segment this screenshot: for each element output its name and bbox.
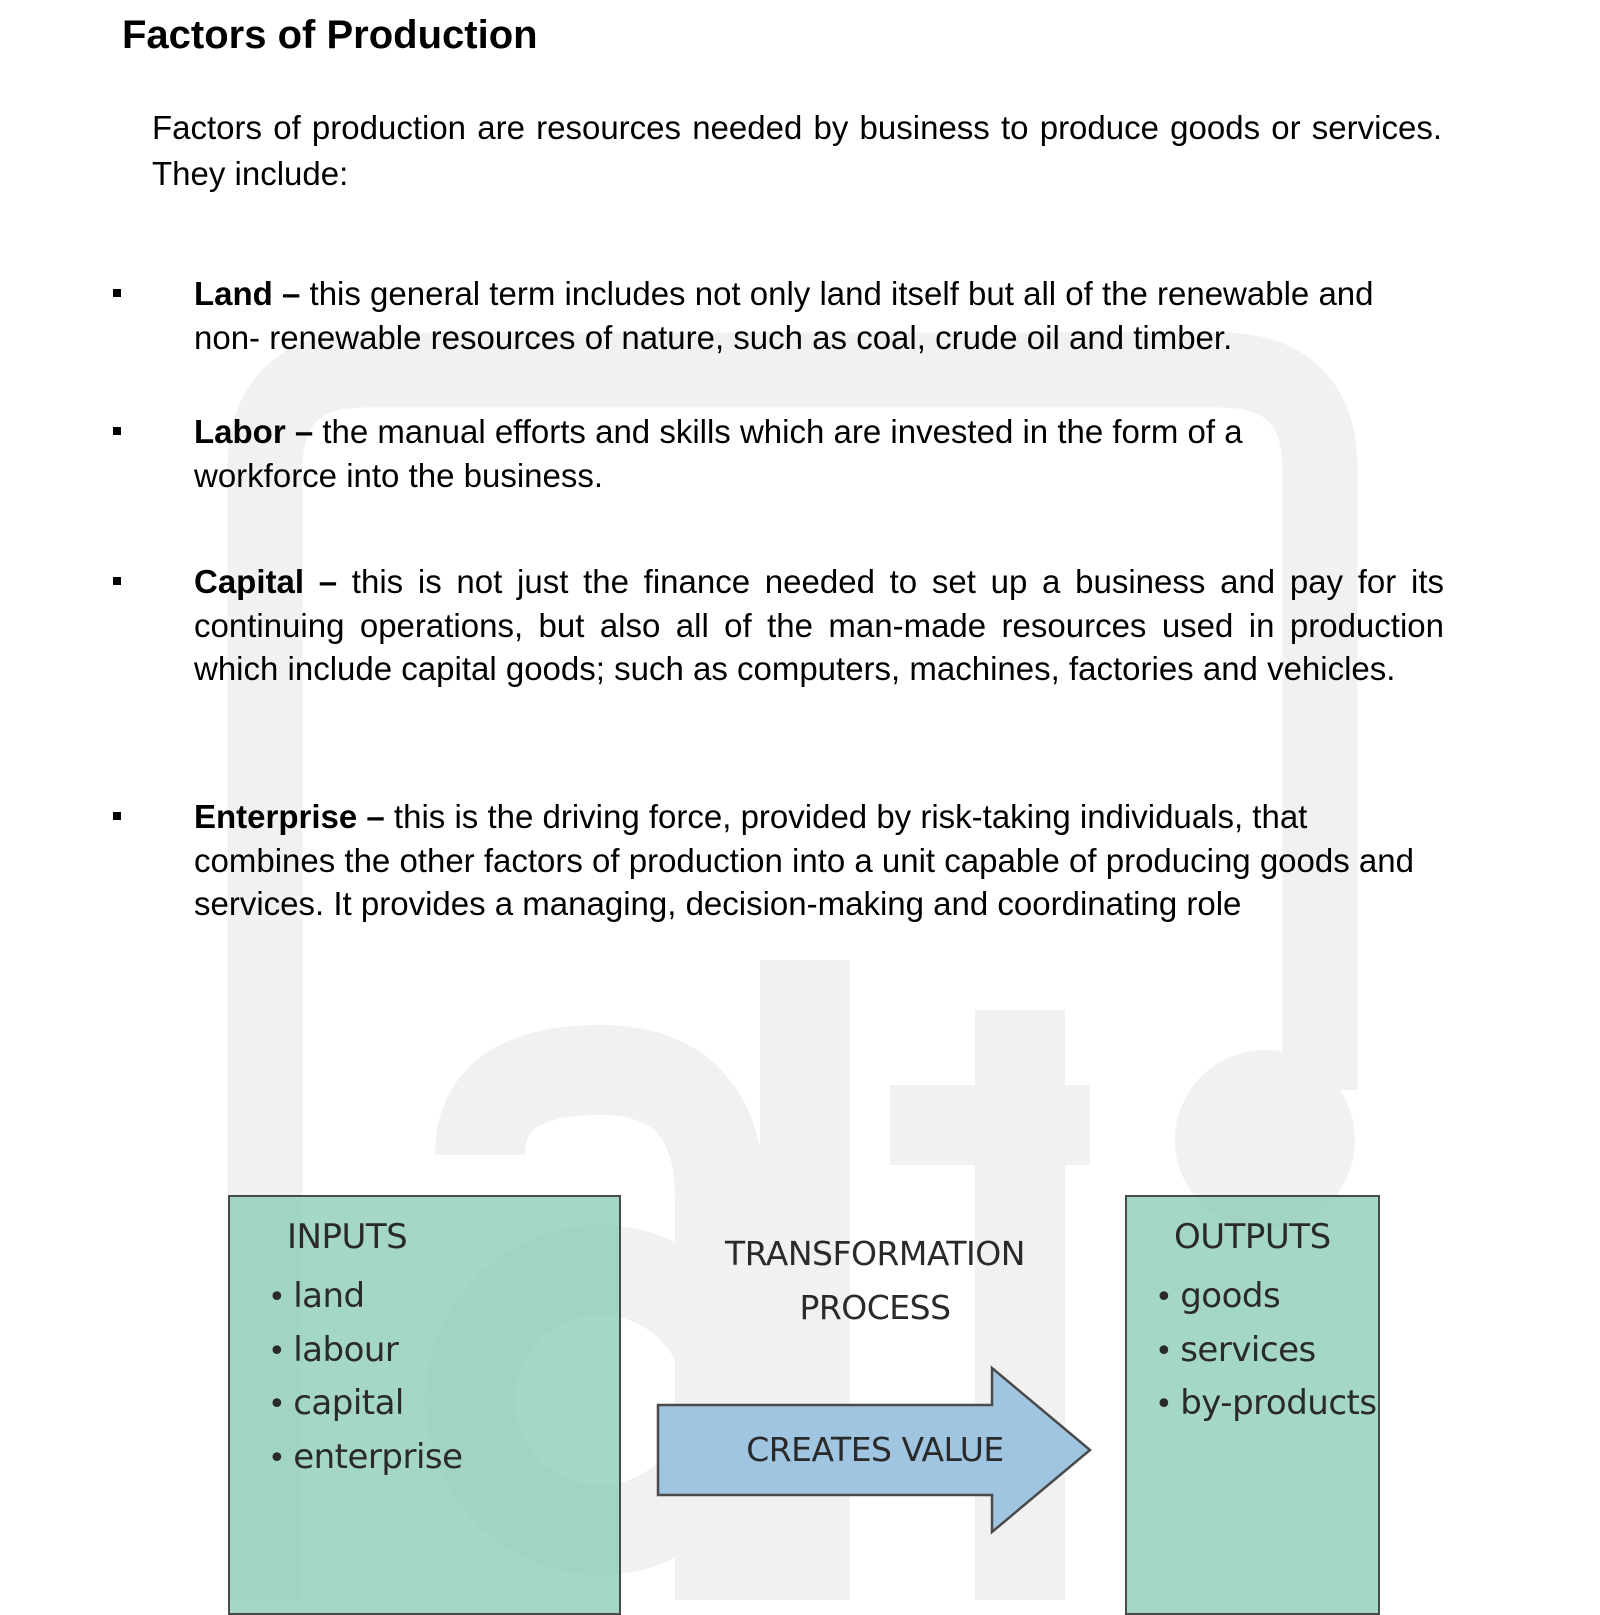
factor-term: Capital –	[194, 563, 338, 600]
input-item: • land	[268, 1270, 463, 1324]
inputs-list	[268, 1270, 463, 1484]
bullet-marker	[113, 427, 121, 435]
factor-description: this is not just the finance needed to set up a business and pay for its continuing operations, but also all of the man-made resources used in production which include capital goods; such as computers, machines, factories and vehicles.	[194, 563, 1444, 687]
outputs-title: OUTPUTS	[1174, 1217, 1331, 1257]
factor-term: Enterprise –	[194, 798, 385, 835]
factor-text	[194, 560, 1444, 691]
page-title: Factors of Production	[122, 13, 538, 57]
bullet-marker	[113, 289, 121, 297]
output-item: • by-products	[1155, 1377, 1377, 1431]
process-label	[700, 1227, 1050, 1335]
factor-text	[194, 795, 1444, 926]
intro-paragraph: Factors of production are resources needed by business to produce goods or services. They include:	[152, 109, 1442, 192]
process-line-1: TRANSFORMATION	[725, 1234, 1025, 1273]
transformation-diagram	[0, 1195, 1600, 1600]
arrow-label: CREATES VALUE	[746, 1430, 1004, 1469]
factor-term: Labor –	[194, 413, 314, 450]
output-item: • services	[1155, 1324, 1377, 1378]
input-item: • capital	[268, 1377, 463, 1431]
factor-description: this is the driving force, provided by risk-taking individuals, that combines the other factors of production into a unit capable of producing goods and services. It provides a managing, decision-making and coordinating role	[194, 798, 1414, 922]
factor-description: the manual efforts and skills which are invested in the form of a workforce into the business.	[194, 413, 1243, 494]
input-item: • enterprise	[268, 1431, 463, 1485]
bullet-marker	[113, 577, 121, 585]
input-item: • labour	[268, 1324, 463, 1378]
factor-description: this general term includes not only land itself but all of the renewable and non- renewable resources of nature, such as coal, crude oil and timber.	[194, 275, 1374, 356]
output-item: • goods	[1155, 1270, 1377, 1324]
inputs-title: INPUTS	[287, 1217, 408, 1257]
inputs-box	[228, 1195, 621, 1615]
factor-term: Land –	[194, 275, 301, 312]
bullet-marker	[113, 812, 121, 820]
process-line-2: PROCESS	[799, 1288, 951, 1327]
factor-text	[194, 272, 1444, 359]
outputs-list	[1155, 1270, 1377, 1431]
factor-text	[194, 410, 1334, 497]
outputs-box	[1125, 1195, 1380, 1615]
